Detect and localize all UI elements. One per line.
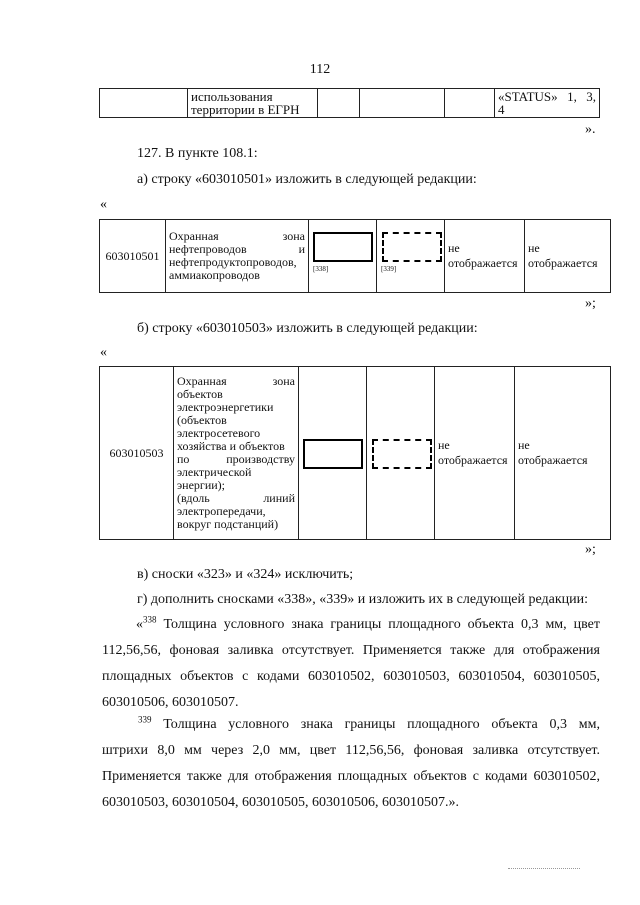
cell-empty bbox=[318, 89, 360, 118]
object-name: Охранная зона нефтепроводов и нефтепродуктопроводов, аммиакопроводов bbox=[166, 220, 309, 293]
footnote-marker: 338 bbox=[143, 614, 157, 625]
dashed-border-symbol bbox=[382, 232, 442, 262]
item-127: 127. В пункте 108.1: bbox=[137, 146, 258, 161]
dashed-border-symbol bbox=[372, 439, 432, 469]
object-code: 603010501 bbox=[100, 220, 166, 293]
closing-quote: »; bbox=[585, 296, 596, 311]
page-number: 112 bbox=[309, 62, 331, 77]
closing-quote: ». bbox=[585, 122, 596, 137]
open-quote: « bbox=[100, 345, 107, 360]
object-code: 603010503 bbox=[100, 367, 174, 540]
subitem-b: б) строку «603010503» изложить в следующей редакции: bbox=[137, 321, 478, 336]
display-status-1: не отображается bbox=[435, 367, 515, 540]
open-quote: « bbox=[100, 197, 107, 212]
continuation-table bbox=[99, 88, 600, 118]
cell-empty bbox=[445, 89, 495, 118]
display-status-2: не отображается bbox=[515, 367, 611, 540]
display-status-2: не отображается bbox=[525, 220, 611, 293]
footnote-338: «$^{338}$ Толщина условного знака границы площадного объекта 0,3 мм, цвет 112,56,56, фоновая заливка отсутствует. Применяется также для отображения площадных объектов с кодами 603010502, 603010503, 603010504, 603010505, 603010506, 603010507. bbox=[102, 614, 600, 710]
scan-artifact bbox=[508, 868, 580, 869]
subitem-a: а) строку «603010501» изложить в следующей редакции: bbox=[137, 172, 477, 187]
footnote-ref-338: [338] bbox=[313, 265, 329, 273]
cell-empty bbox=[100, 89, 188, 118]
footnote-339: $^{339}$ Толщина условного знака границы площадного объекта 0,3 мм, штрихи 8,0 мм через 2,0 мм, цвет 112,56,56, фоновая заливка отсутствует. Применяется также для отображения площадных объектов с кодами 603010502, 603010503, 603010504, 603010505, 603010506, 603010507.». bbox=[102, 714, 600, 810]
subitem-v: в) сноски «323» и «324» исключить; bbox=[137, 567, 354, 582]
dashed-border-symbol-cell bbox=[367, 367, 435, 540]
cell-status: «STATUS» 1, 3, 4 bbox=[495, 89, 600, 118]
footnote-ref-339: [339] bbox=[381, 265, 397, 273]
object-name: Охранная зона объектов электроэнергетики (объектов электросетевого хозяйства и объектов по производству электрической энергии); (вдоль линий электропередачи, вокруг подстанций) bbox=[174, 367, 299, 540]
solid-border-symbol bbox=[303, 439, 363, 469]
display-status-1: не отображается bbox=[445, 220, 525, 293]
row-603010501-table bbox=[99, 219, 611, 293]
solid-border-symbol bbox=[313, 232, 373, 262]
subitem-g: г) дополнить сносками «338», «339» и изложить их в следующей редакции: bbox=[137, 592, 588, 607]
dashed-border-symbol-cell bbox=[377, 220, 445, 293]
row-603010503-table bbox=[99, 366, 611, 540]
solid-border-symbol-cell bbox=[309, 220, 377, 293]
cell-empty bbox=[360, 89, 445, 118]
closing-quote: »; bbox=[585, 542, 596, 557]
footnote-marker: 339 bbox=[138, 714, 152, 725]
cell-usage: использования территории в ЕГРН bbox=[188, 89, 318, 118]
solid-border-symbol-cell bbox=[299, 367, 367, 540]
